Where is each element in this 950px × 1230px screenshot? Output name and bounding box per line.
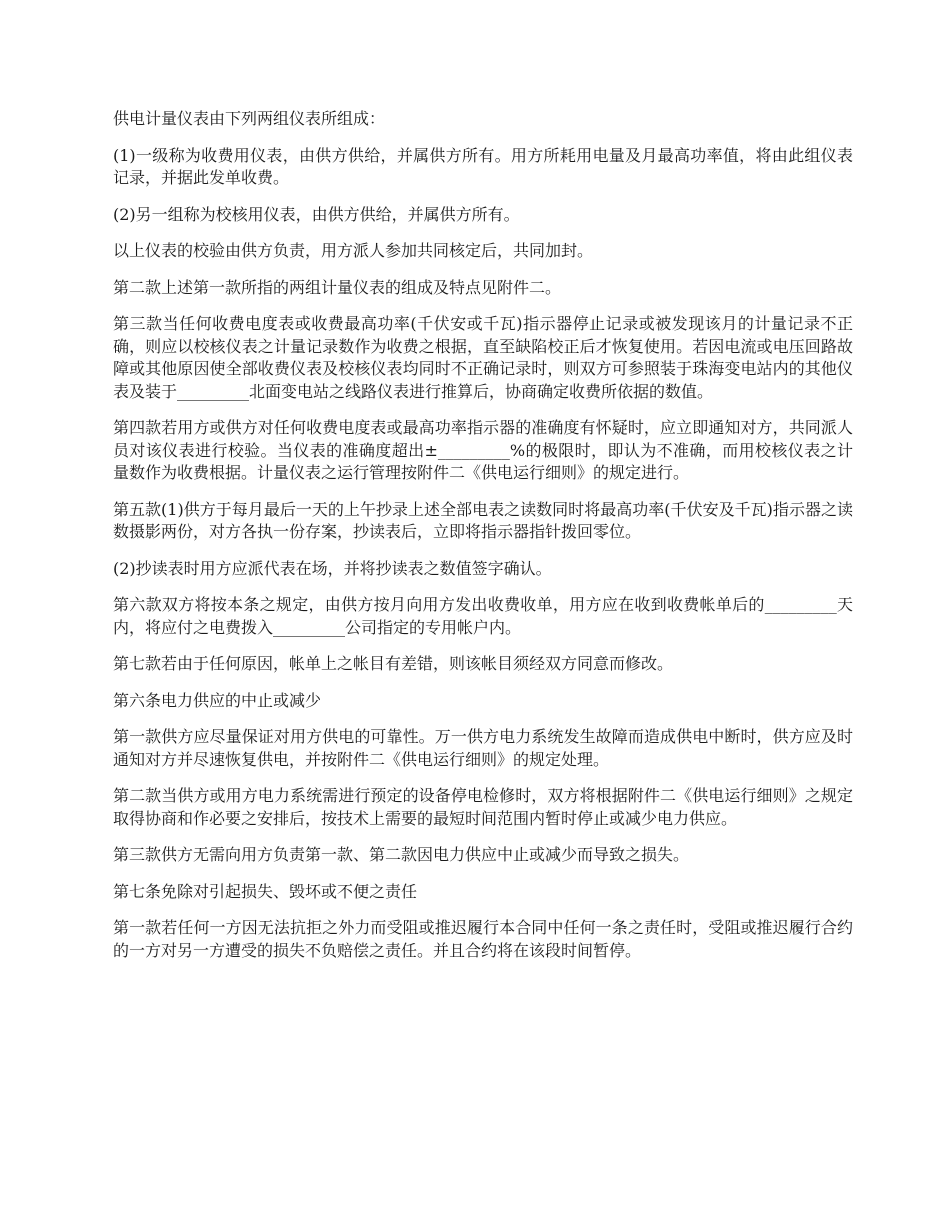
document-page (113, 108, 853, 976)
paragraph-article-6-clause-1: 第一款供方应尽量保证对用方供电的可靠性。万一供方电力系统发生故障而造成供电中断时，供方应及时通知对方并尽速恢复供电，并按附件二《供电运行细则》的规定处理。 (113, 727, 853, 769)
paragraph-clause-4: 第四款若用方或供方对任何收费电度表或最高功率指示器的准确度有怀疑时，应立即通知对方，共同派人员对该仪表进行校验。当仪表的准确度超出±_________%的极限时，即认为不准确，而用校核仪表之计量数作为收费根据。计量仪表之运行管理按附件二《供电运行细则》的规定进行。 (113, 418, 853, 482)
paragraph-verification: 以上仪表的校验由供方负责，用方派人参加共同核定后，共同加封。 (113, 241, 594, 260)
paragraph-article-7-clause-1: 第一款若任何一方因无法抗拒之外力而受阻或推迟履行本合同中任何一条之责任时，受阻或推迟履行合约的一方对另一方遭受的损失不负赔偿之责任。并且合约将在该段时间暂停。 (113, 918, 853, 960)
paragraph-clause-2: 第二款上述第一款所指的两组计量仪表的组成及特点见附件二。 (113, 277, 562, 297)
article-7-heading: 第七条免除对引起损失、毁坏或不便之责任 (113, 881, 418, 901)
paragraph-item-2: (2)另一组称为校核用仪表，由供方供给，并属供方所有。 (113, 204, 520, 224)
paragraph-item-1: (1)一级称为收费用仪表，由供方供给，并属供方所有。用方所耗用电量及月最高功率值，将由此组仪表记录，并据此发单收费。 (113, 145, 853, 187)
paragraph-clause-7: 第七款若由于任何原因，帐单上之帐目有差错，则该帐目须经双方同意而修改。 (113, 654, 674, 673)
paragraph-clause-3: 第三款当任何收费电度表或收费最高功率(千伏安或千瓦)指示器停止记录或被发现该月的计量记录不正确，则应以校核仪表之计量记录数作为收费之根据，直至缺陷校正后才恢复使用。若因电流或电压回路故障或其他原因使全部收费仪表及校核仪表均同时不正确记录时，则双方可参照装于珠海变电站内的其他仪表及装于_________北面变电站之线路仪表进行推算后，协商确定收费所依据的数值。 (113, 314, 853, 401)
article-6-heading: 第六条电力供应的中止或减少 (113, 690, 322, 710)
paragraph-clause-5-2: (2)抄读表时用方应派代表在场，并将抄读表之数值签字确认。 (113, 558, 552, 578)
paragraph-article-6-clause-2: 第二款当供方或用方电力系统需进行预定的设备停电检修时，双方将根据附件二《供电运行细则》之规定取得协商和作必要之安排后，按技术上需要的最短时间范围内暂时停止或减少电力供应。 (113, 786, 853, 828)
paragraph-clause-6: 第六款双方将按本条之规定，由供方按月向用方发出收费收单，用方应在收到收费帐单后的_________天内，将应付之电费拨入_________公司指定的专用帐户内。 (113, 595, 853, 637)
paragraph-intro: 供电计量仪表由下列两组仪表所组成： (113, 109, 386, 128)
paragraph-article-6-clause-3: 第三款供方无需向用方负责第一款、第二款因电力供应中止或减少而导致之损失。 (113, 845, 690, 864)
paragraph-clause-5-1: 第五款(1)供方于每月最后一天的上午抄录上述全部电表之读数同时将最高功率(千伏安及千瓦)指示器之读数摄影两份，对方各执一份存案，抄读表后，立即将指示器指针拨回零位。 (113, 499, 853, 541)
